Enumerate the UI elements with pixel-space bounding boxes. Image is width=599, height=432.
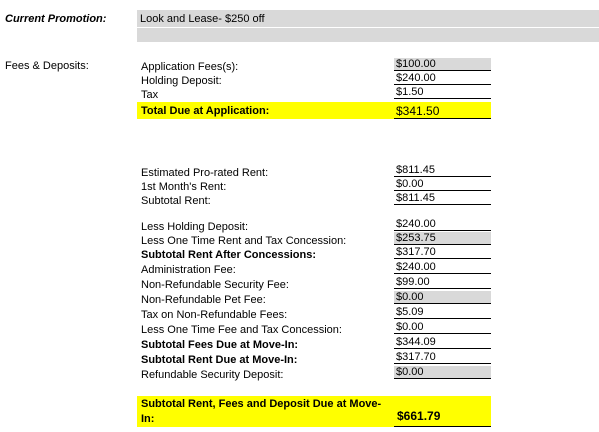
subtotal-rent-value: $811.45 <box>394 192 491 205</box>
subtotal-rent-movein-value: $317.70 <box>394 351 491 364</box>
pet-fee-label: Non-Refundable Pet Fee: <box>141 294 266 306</box>
promotion-label: Current Promotion: <box>5 13 107 25</box>
pet-fee-value: $0.00 <box>394 291 491 304</box>
promotion-value-box <box>137 10 599 27</box>
grand-total-label-line2: In: <box>141 413 155 425</box>
prorated-rent-label: Estimated Pro-rated Rent: <box>141 167 269 179</box>
subtotal-after-concessions-label: Subtotal Rent After Concessions: <box>141 249 316 261</box>
application-fee-value: $100.00 <box>394 58 491 71</box>
fee-concession-value: $0.00 <box>394 321 491 334</box>
first-month-rent-value: $0.00 <box>394 178 491 191</box>
security-fee-label: Non-Refundable Security Fee: <box>141 279 289 291</box>
fee-concession-label: Less One Time Fee and Tax Concession: <box>141 324 342 336</box>
first-month-rent-label: 1st Month's Rent: <box>141 181 227 193</box>
tax-label: Tax <box>141 89 159 101</box>
security-deposit-value: $0.00 <box>394 366 491 379</box>
holding-deposit-value: $240.00 <box>394 72 491 85</box>
subtotal-fees-label: Subtotal Fees Due at Move-In: <box>141 339 299 351</box>
tax-value: $1.50 <box>394 86 491 99</box>
administration-fee-label: Administration Fee: <box>141 264 236 276</box>
promotion-extra-box <box>137 28 599 42</box>
total-application-label: Total Due at Application: <box>141 105 270 117</box>
holding-deposit-label: Holding Deposit: <box>141 75 222 87</box>
grand-total-label-line1: Subtotal Rent, Fees and Deposit Due at Move- <box>141 398 382 410</box>
application-fee-label: Application Fees(s): <box>141 61 239 73</box>
fees-deposits-label: Fees & Deposits: <box>5 60 89 72</box>
security-fee-value: $99.00 <box>394 276 491 289</box>
prorated-rent-value: $811.45 <box>394 164 491 177</box>
total-application-value: $341.50 <box>396 104 440 118</box>
administration-fee-value: $240.00 <box>394 261 491 274</box>
subtotal-fees-value: $344.09 <box>394 336 491 349</box>
security-deposit-label: Refundable Security Deposit: <box>141 369 284 381</box>
tax-nonrefundable-label: Tax on Non-Refundable Fees: <box>141 309 288 321</box>
less-holding-deposit-label: Less Holding Deposit: <box>141 221 249 233</box>
rent-concession-value: $253.75 <box>394 232 491 245</box>
grand-total-value: $661.79 <box>397 409 441 423</box>
subtotal-rent-label: Subtotal Rent: <box>141 195 211 207</box>
rent-concession-label: Less One Time Rent and Tax Concession: <box>141 235 347 247</box>
promotion-value: Look and Lease- $250 off <box>140 13 265 25</box>
subtotal-after-concessions-value: $317.70 <box>394 246 491 259</box>
total-application-value-box <box>394 102 491 119</box>
subtotal-rent-movein-label: Subtotal Rent Due at Move-In: <box>141 354 298 366</box>
less-holding-deposit-value: $240.00 <box>394 218 491 231</box>
grand-total-value-box <box>394 396 491 427</box>
tax-nonrefundable-value: $5.09 <box>394 306 491 319</box>
